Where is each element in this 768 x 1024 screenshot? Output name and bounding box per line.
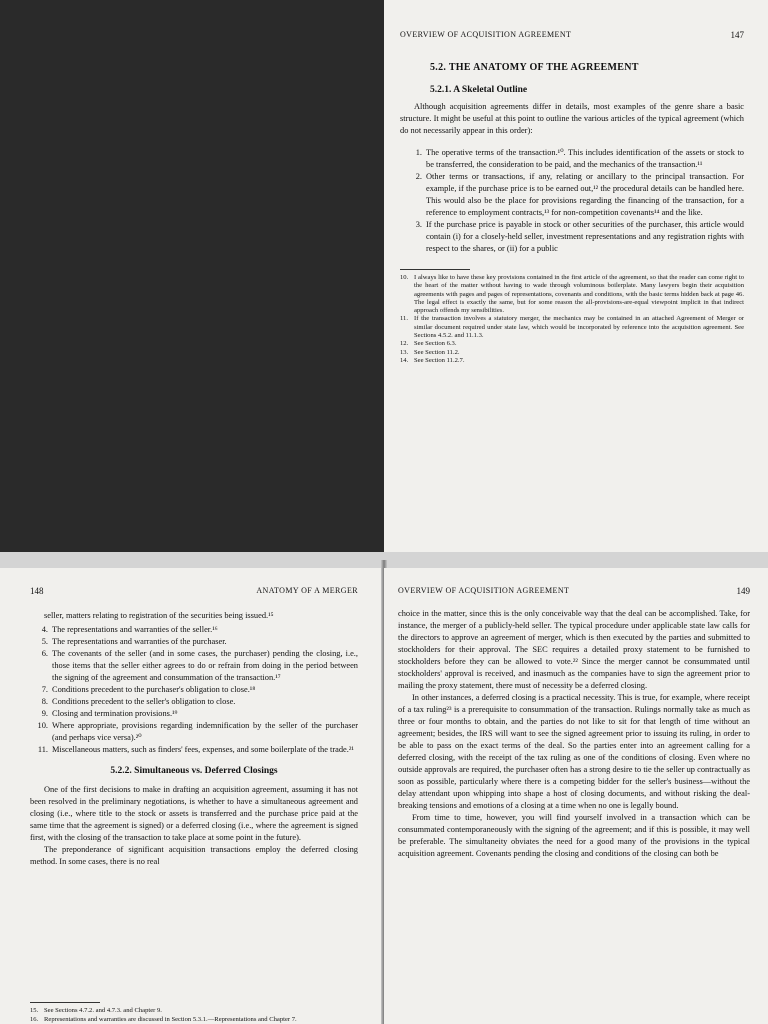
footnote <box>400 340 744 348</box>
list-item <box>404 171 744 219</box>
list-text: Conditions precedent to the purchaser's obligation to close.¹⁸ <box>52 685 256 694</box>
page-147 <box>384 0 768 552</box>
list-item <box>30 636 358 648</box>
footnote-number: 16. <box>30 1015 39 1023</box>
footnote <box>400 274 744 315</box>
outline-list <box>400 147 744 255</box>
page-149 <box>384 568 768 1024</box>
footnote <box>30 1016 358 1024</box>
footnote-number: 11. <box>400 315 408 323</box>
section-heading: 5.2. THE ANATOMY OF THE AGREEMENT <box>430 62 639 73</box>
running-head <box>398 586 750 596</box>
list-item <box>30 648 358 684</box>
intro-paragraph: Although acquisition agreements differ in details, most examples of the genre share a basic structure. It might be useful at this point to outline the various articles of the typical agreement (which do not necessarily appear in this order): <box>400 102 744 135</box>
list-text: Conditions precedent to the seller's obligation to close. <box>52 697 236 706</box>
list-number: 7. <box>41 685 48 694</box>
footnote-number: 12. <box>400 340 409 348</box>
list-text: Closing and termination provisions.¹⁹ <box>52 709 178 718</box>
list-number: 8. <box>41 697 48 706</box>
footnote-text: See Section 11.2.7. <box>414 356 465 364</box>
page-number: 149 <box>736 586 750 596</box>
footnote-text: Representations and warranties are discussed in Section 5.3.1.—Representations and Chapter 7. <box>44 1015 297 1023</box>
list-text: If the purchase price is payable in stock or other securities of the purchaser, this article would contain (i) for a closely-held seller, investment representations and any registration rights with respect to the shares, or (ii) for a public <box>426 220 744 253</box>
footnote-number: 10. <box>400 274 409 281</box>
footnote-text: See Section 11.2. <box>414 348 460 356</box>
footnote-number: 15. <box>30 1007 39 1015</box>
list-text: The representations and warranties of the seller.¹⁶ <box>52 625 218 634</box>
footnote-text: If the transaction involves a statutory merger, the mechanics may be contained in an attached Agreement of Merger or similar document required under state law, which would be incorporated by reference into the acquisition agreement. See Sections 4.5.2. and 11.1.3. <box>414 315 744 340</box>
list-item <box>30 708 358 720</box>
list-number: 4. <box>41 625 48 634</box>
running-head <box>400 30 744 40</box>
list-text: Other terms or transactions, if any, relating or ancillary to the principal transaction. For example, if the purchase price is to be earned out,¹² the procedural details can be handled here. This would also be the place for provisions regarding the financing of the transaction, for a reference to employment contracts,¹³ for non-competition covenants¹⁴ and the like. <box>426 172 744 217</box>
list-number: 6. <box>41 649 48 658</box>
footnote-text: I always like to have these key provisions contained in the first article of the agreement, so that the reader can come right to the heart of the matter without having to wade through voluminous boilerplate. Many lawyers begin their acquisition agreements with pages and pages of representations, covenants and conditions, with the basic terms hidden back at page 46. The legal effect is exactly the same, but for some reason the all-provisions-are-equal viewpoint implicit in that indirect approach offends my sensibilities. <box>414 274 744 315</box>
footnote <box>30 1007 358 1015</box>
footnotes <box>400 274 744 365</box>
list-item <box>30 744 358 756</box>
footnote-text: See Sections 4.7.2. and 4.7.3. and Chapter 9. <box>44 1007 162 1015</box>
list-text: The covenants of the seller (and in some cases, the purchaser) pending the closing, i.e., those items that the seller either agrees to do or refrain from doing in the period between the signing of the agreement and consummation of the transaction.¹⁷ <box>52 649 358 682</box>
list-item <box>30 696 358 708</box>
list-number: 9. <box>41 709 48 718</box>
running-head-title: OVERVIEW OF ACQUISITION AGREEMENT <box>398 586 570 595</box>
footnote-number: 13. <box>400 348 409 356</box>
scanner-background <box>0 0 384 552</box>
footnote <box>400 357 744 365</box>
footnote-number: 14. <box>400 356 409 364</box>
list-text: Where appropriate, provisions regarding indemnification by the seller of the purchaser (and perhaps vice versa).²⁰ <box>52 721 358 742</box>
page-number: 147 <box>730 30 744 40</box>
footnotes <box>30 1002 358 1024</box>
list-number: 5. <box>41 637 48 646</box>
body-paragraph: choice in the matter, since this is the only conceivable way that the deal can be accomplished. Take, for instance, the merger of a publicly-held seller. The typical procedure under applicable state law calls for the directors to approve an agreement of merger, which is then executed by the parties and submitted to stockholders for their approval. The SEC requires a detailed proxy statement to be furnished to stockholders before they can be allowed to vote.²² Since the merger cannot be consummated until stockholders' approval is received, and inasmuch as the companies have to sign the agreement prior to mailing the proxy statement, there must of necessity be a deferred closing. <box>398 609 750 690</box>
list-item <box>404 219 744 255</box>
page-148 <box>0 568 384 1024</box>
list-number: 2. <box>415 172 422 181</box>
body-paragraph: From time to time, however, you will find yourself involved in a transaction which can be consummated contemporaneously with the signing of the agreement; and if this is possible, it may well be preferable. The simultaneity obviates the need for a good many of the provisions in the typical acquisition agreement. Covenants pending the closing and conditions of the closing can both be <box>398 813 750 858</box>
outline-list <box>30 624 358 756</box>
list-number: 11. <box>37 745 48 754</box>
list-item <box>404 147 744 171</box>
footnote-rule <box>30 1002 100 1003</box>
page-number: 148 <box>30 586 44 596</box>
list-number: 1. <box>415 148 422 157</box>
list-text: Miscellaneous matters, such as finders' fees, expenses, and some boilerplate of the trade.²¹ <box>52 745 354 754</box>
list-text: The representations and warranties of the purchaser. <box>52 637 227 646</box>
list-item <box>30 720 358 744</box>
footnote <box>400 315 744 340</box>
list-item <box>30 624 358 636</box>
body-paragraph: The preponderance of significant acquisition transactions employ the deferred closing method. In some cases, there is no real <box>30 845 358 866</box>
list-continuation: seller, matters relating to registration of the securities being issued.¹⁵ <box>44 611 274 620</box>
list-item <box>30 684 358 696</box>
running-head-title: ANATOMY OF A MERGER <box>256 586 358 595</box>
body-paragraph: In other instances, a deferred closing is a practical necessity. This is true, for example, where receipt of a tax ruling²³ is a prerequisite to consummation of the transaction. Rulings normally take as much as three or four months to obtain, and the parties do not like to sit for that length of time without an agreement; besides, the IRS will want to see the signed agreement prior to issuing its ruling, in order to be able to pass on the exact terms of the deal. So the parties enter into an agreement calling for a deferred closing, with the receipt of the tax ruling as one of the conditions of closing. Even where no outside approvals are required, the purchaser often has a strong desire to tie the seller up contractually as soon as possible, particularly where there is a competing bidder for the seller's business—without the delay attendant upon whipping into shape a host of closing documents, and without risking the deal-breaking tensions and emotions of a closing at a time when no one is legally bound. <box>398 693 750 810</box>
footnote <box>400 349 744 357</box>
subsection-heading: 5.2.1. A Skeletal Outline <box>430 85 528 95</box>
list-number: 3. <box>415 220 422 229</box>
body-paragraph: One of the first decisions to make in drafting an acquisition agreement, assuming it has not been resolved in the preliminary negotiations, is whether to have a simultaneous agreement and closing (i.e., where title to the stock or assets is transferred and the purchase price paid at the same time that the agreement is signed) or a deferred closing (i.e., where the agreement is signed first, with the closing of the transaction to take place at some point in the future). <box>30 785 358 842</box>
running-head <box>30 586 358 596</box>
running-head-title: OVERVIEW OF ACQUISITION AGREEMENT <box>400 30 572 39</box>
list-text: The operative terms of the transaction.¹⁰. This includes identification of the assets or stock to be transferred, the consideration to be paid, and the mechanics of the transaction.¹¹ <box>426 148 744 169</box>
footnote-rule <box>400 269 470 270</box>
list-number: 10. <box>37 721 48 730</box>
footnote-text: See Section 6.3. <box>414 340 457 348</box>
subsection-heading: 5.2.2. Simultaneous vs. Deferred Closings <box>110 766 278 776</box>
